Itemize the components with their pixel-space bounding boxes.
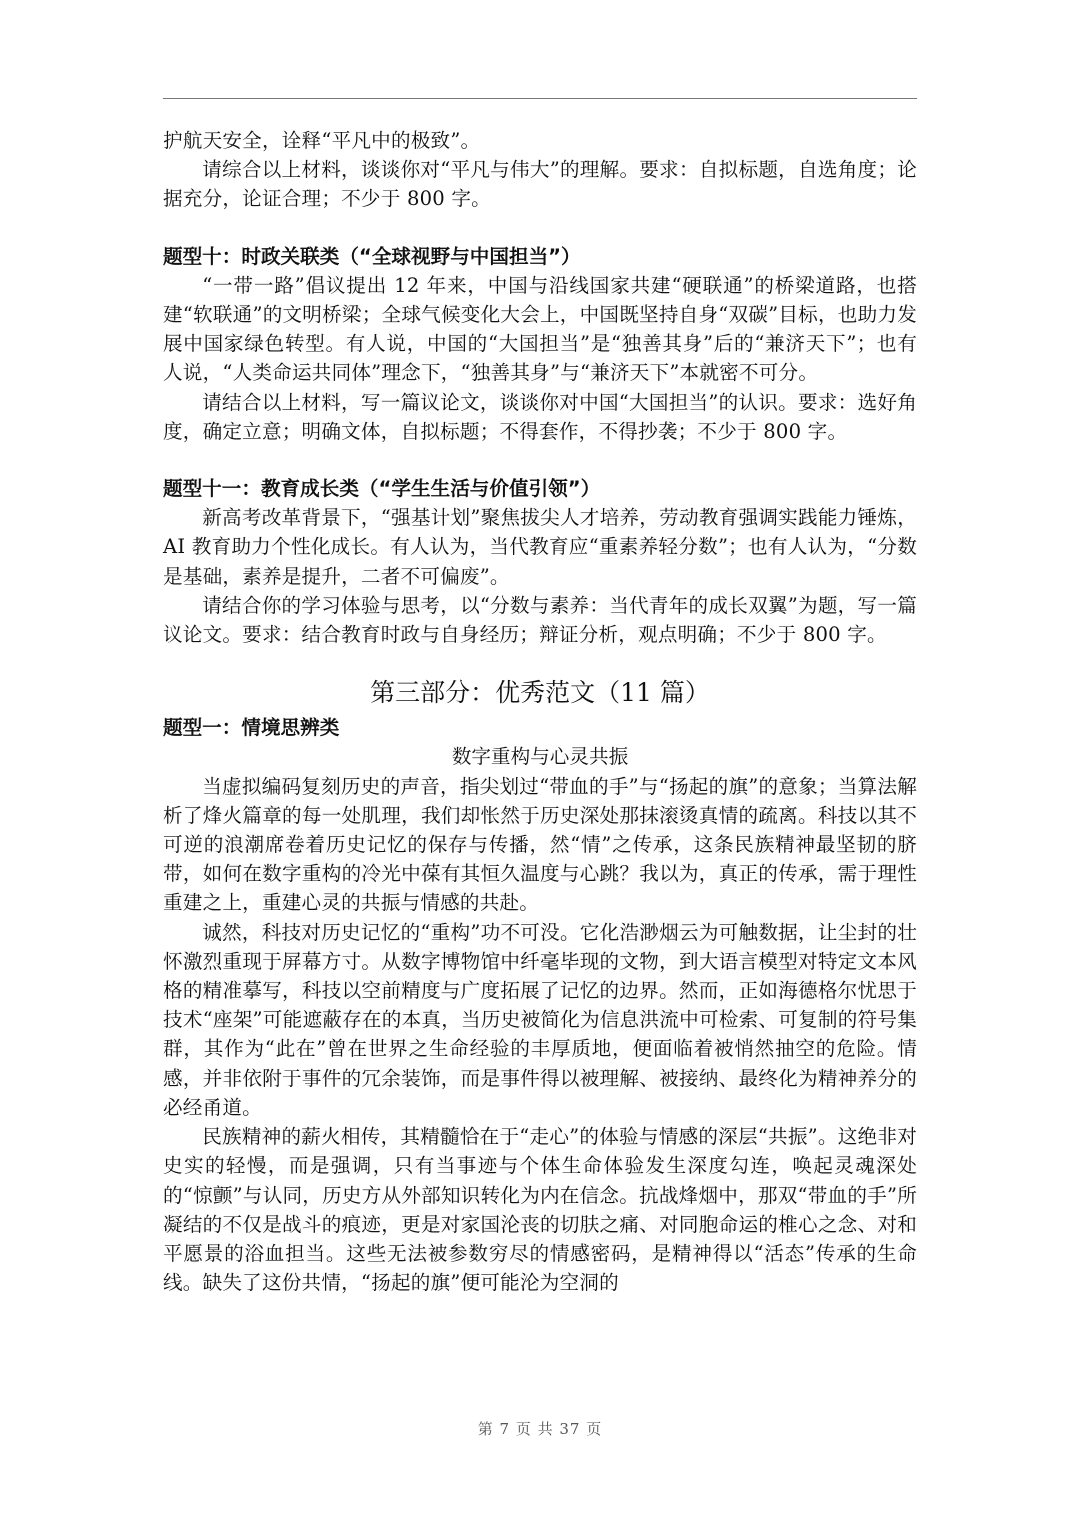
section-heading-type1: 题型一：情境思辨类	[163, 716, 340, 740]
header-divider	[163, 98, 917, 99]
document-page	[163, 126, 917, 1297]
prompt-paragraph: 请综合以上材料，谈谈你对“平凡与伟大”的理解。要求：自拟标题，自选角度；论据充分，论证合理；不少于 800 字。	[163, 158, 917, 211]
section-heading-type11: 题型十一：教育成长类（“学生生活与价值引领”）	[163, 477, 601, 501]
prompt-paragraph: 请结合你的学习体验与思考，以“分数与素养：当代青年的成长双翼”为题，写一篇议论文。要求：结合教育时政与自身经历；辩证分析，观点明确；不少于 800 字。	[163, 593, 917, 647]
essay-paragraph: 诚然，科技对历史记忆的“重构”功不可没。它化浩渺烟云为可触数据，让尘封的壮怀激烈重现于屏幕方寸。从数字博物馆中纤毫毕现的文物，到大语言模型对特定文本风格的精准摹写，科技以空前精度与广度拓展了记忆的边界。然而，正如海德格尔忧思于技术“座架”可能遮蔽存在的本真，当历史被简化为信息洪流中可检索、可复制的符号集群，其作为“此在”曾在世界之生命经验的丰厚质地，便面临着被悄然抽空的危险。情感，并非依附于事件的冗余装饰，而是事件得以被理解、被接纳、最终化为精神养分的必经甬道。	[163, 920, 917, 1119]
part-title: 第三部分：优秀范文（11 篇）	[370, 678, 710, 708]
material-paragraph: 新高考改革背景下，“强基计划”聚焦拔尖人才培养，劳动教育强调实践能力锤炼，AI 教育助力个性化成长。有人认为，当代教育应“重素养轻分数”；也有人认为，“分数是基础，素养是提升，二者不可偏废”。	[163, 506, 917, 588]
essay-paragraph: 民族精神的薪火相传，其精髓恰在于“走心”的体验与情感的深层“共振”。这绝非对史实的轻慢，而是强调，只有当事迹与个体生命体验发生深度勾连，唤起灵魂深处的“惊颤”与认同，历史方从外部知识转化为内在信念。抗战烽烟中，那双“带血的手”所凝结的不仅是战斗的痕迹，更是对家国沦丧的切肤之痛、对同胞命运的椎心之念、对和平愿景的浴血担当。这些无法被参数穷尽的情感密码，是精神得以“活态”传承的生命线。缺失了这份共情，“扬起的旗”便可能沦为空洞的	[163, 1125, 917, 1295]
section-heading-type10: 题型十：时政关联类（“全球视野与中国担当”）	[163, 244, 581, 268]
prompt-paragraph: 请结合以上材料，写一篇议论文，谈谈你对中国“大国担当”的认识。要求：选好角度，确定立意；明确文体，自拟标题；不得套作，不得抄袭；不少于 800 字。	[163, 390, 917, 443]
page-number: 第 7 页 共 37 页	[477, 1420, 603, 1438]
essay-paragraph: 当虚拟编码复刻历史的声音，指尖划过“带血的手”与“扬起的旗”的意象；当算法解析了烽火篇章的每一处肌理，我们却怅然于历史深处那抹滚烫真情的疏离。科技以其不可逆的浪潮席卷着历史记忆的保存与传播，然“情”之传承，这条民族精神最坚韧的脐带，如何在数字重构的冷光中葆有其恒久温度与心跳？我以为，真正的传承，需于理性重建之上，重建心灵的共振与情感的共赴。	[163, 774, 917, 915]
essay-title: 数字重构与心灵共振	[451, 745, 629, 769]
carryover-text: 护航天安全，诠释“平凡中的极致”。	[163, 129, 481, 152]
material-paragraph: “一带一路”倡议提出 12 年来，中国与沿线国家共建“硬联通”的桥梁道路，也搭建“软联通”的文明桥梁；全球气候变化大会上，中国既坚持自身“双碳”目标，也助力发展中国家绿色转型。有人说，中国的“大国担当”是“独善其身”后的“兼济天下”；也有人说，“人类命运共同体”理念下，“独善其身”与“兼济天下”本就密不可分。	[163, 273, 917, 385]
